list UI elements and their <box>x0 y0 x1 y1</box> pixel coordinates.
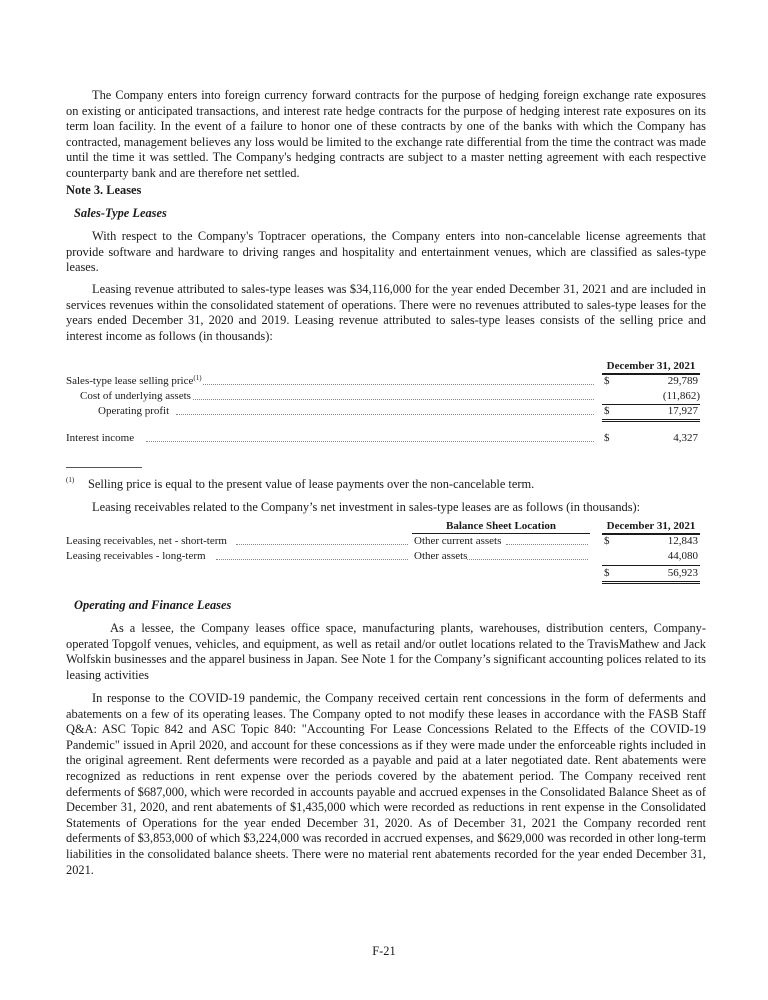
balance-sheet-location: Other assets <box>414 550 468 562</box>
footnote-text: Selling price is equal to the present value of lease payments over the non-cancelable term. <box>88 477 535 491</box>
currency-symbol: $ <box>604 535 610 547</box>
currency-symbol: $ <box>604 567 610 579</box>
table-header-row <box>66 359 706 374</box>
currency-symbol: $ <box>604 375 610 387</box>
footnote-marker: (1) <box>66 476 75 484</box>
hedging-paragraph <box>66 88 706 182</box>
paragraph-text: The Company enters into foreign currency forward contracts for the purpose of hedging foreign exchange rate exposures on existing or anticipated transactions, and interest rate hedge contracts for the purpose of hedging interest rate exposures on its term loan facility. In the event of a failure to honor one of these contracts by one of the banks with which the Company has contracted, management believes any loss would be limited to the exchange rate differential from the time the contract was made until the time it was settled. The Company's hedging contracts are subject to a master netting agreement with each respective counterparty bank and are therefore net settled. <box>66 88 706 180</box>
row-value: (11,862) <box>662 390 700 402</box>
row-label: Interest income <box>66 432 135 444</box>
receivables-intro-paragraph <box>66 500 706 516</box>
total-value: 56,923 <box>667 567 698 579</box>
paragraph-text: In response to the COVID-19 pandemic, the Company received certain rent concessions in the form of deferments and abatements on a few of its operating leases. The Company opted to not modify these leases in accordance with the FASB Staff Q&A: ASC Topic 842 and ASC Topic 840: "Accounting For Lease Concessions Related to the Effects of the COVID-19 Pandemic" issued in April 2020, and account for these concessions as if they were made under the enforceable rights included in the original agreement. Rent deferments were recorded as a payable and paid at a later negotiated date. Rent abatements were recognized as reductions in rent expense over the periods covered by the abatement period. The Company received rent deferments of $687,000, which were recorded in accounts payable and accrued expenses in the Consolidated Balance Sheet as of December 31, 2020, and rent abatements of $1,435,000 which were recorded as reductions in rent expense in the Consolidated Statements of Operations for the year ended December 31, 2020. As of December 31, 2021 the Company recorded rent deferments of $3,853,000 of which $3,224,000 was recorded in accrued expenses, and $629,000 was recorded in other long-term liabilities in the consolidated balance sheets. There were no material rent abatements recorded for the year ended December 31, 2021. <box>66 691 706 877</box>
row-label: Leasing receivables, net - short-term <box>66 535 227 547</box>
table-header-row <box>66 519 706 534</box>
row-value: 12,843 <box>667 535 698 547</box>
sales-type-lease-table <box>66 359 706 446</box>
balance-sheet-location: Other current assets <box>414 535 502 547</box>
leasing-revenue-paragraph <box>66 282 706 344</box>
paragraph-text: As a lessee, the Company leases office space, manufacturing plants, warehouses, distribution centers, Company-operated Topgolf venues, vehicles, and equipment, as well as retail and/or outlet locations related to the TravisMathew and Jack Wolfskin businesses and the apparel business in Japan. See Note 1 for the Company’s significant accounting polices related to its leasing activities <box>66 621 706 682</box>
column-header-date: December 31, 2021 <box>602 519 700 535</box>
page-number: F-21 <box>372 944 396 958</box>
currency-symbol: $ <box>604 432 610 444</box>
footnote-ref: (1) <box>193 374 202 382</box>
note-heading: Note 3. Leases <box>66 183 142 197</box>
table-row <box>66 389 706 404</box>
row-label: Cost of underlying assets <box>80 390 191 402</box>
paragraph-text: With respect to the Company's Toptracer operations, the Company enters into non-cancelable license agreements that provide software and hardware to driving ranges and hospitality and entertainment venues, which are classified as sales-type leases. <box>66 229 706 275</box>
table-row <box>66 534 706 549</box>
paragraph-text: Leasing receivables related to the Company’s net investment in sales-type leases are as follows (in thousands): <box>92 500 641 514</box>
row-value: 4,327 <box>673 432 698 444</box>
operating-finance-heading: Operating and Finance Leases <box>74 598 232 612</box>
table-row <box>66 549 706 564</box>
column-header-location: Balance Sheet Location <box>412 519 590 534</box>
currency-symbol: $ <box>604 405 610 417</box>
table-row <box>66 374 706 389</box>
table-total-row <box>66 564 706 579</box>
toptracer-paragraph <box>66 229 706 276</box>
leasing-receivables-table <box>66 519 706 579</box>
lessee-paragraph <box>66 621 706 683</box>
covid-paragraph <box>66 691 706 878</box>
row-value: 17,927 <box>667 405 698 417</box>
row-label: Operating profit <box>98 405 170 417</box>
row-value: 29,789 <box>667 375 698 387</box>
table-row <box>66 404 706 419</box>
footnote-divider <box>66 467 142 468</box>
column-header: December 31, 2021 <box>602 359 700 375</box>
table-row <box>66 431 706 446</box>
row-label: Leasing receivables - long-term <box>66 550 206 562</box>
paragraph-text: Leasing revenue attributed to sales-type leases was $34,116,000 for the year ended December 31, 2021 and are included in services revenues within the consolidated statement of operations. There were no revenues attributed to sales-type leases for the years ended December 31, 2020 and 2019. Leasing revenue attributed to sales-type leases consists of the selling price and interest income as follows (in thousands): <box>66 282 706 343</box>
row-value: 44,080 <box>667 550 698 562</box>
sales-type-heading: Sales-Type Leases <box>74 206 167 220</box>
row-label: Sales-type lease selling price$^{(1)}$ <box>66 374 202 387</box>
